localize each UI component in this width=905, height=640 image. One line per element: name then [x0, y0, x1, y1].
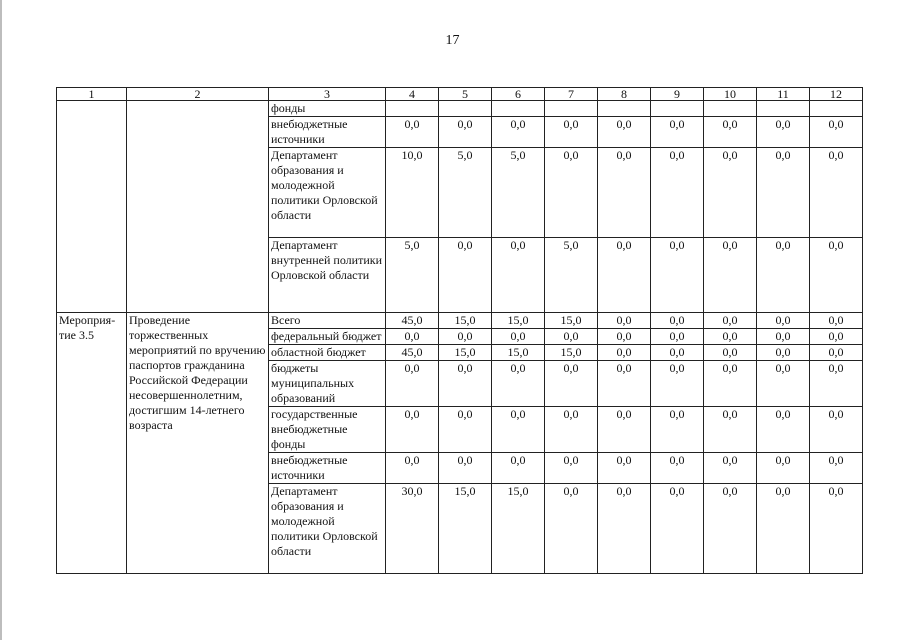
value-cell: 15,0: [492, 484, 545, 574]
value-cell: 0,0: [757, 453, 810, 484]
funding-source-cell: бюджеты муниципальных образований: [269, 361, 386, 407]
header-cell: 11: [757, 88, 810, 101]
header-cell: 2: [127, 88, 269, 101]
value-cell: 0,0: [810, 117, 863, 148]
value-cell: 0,0: [386, 117, 439, 148]
value-cell: 0,0: [651, 313, 704, 329]
value-cell: 0,0: [598, 361, 651, 407]
value-cell: 0,0: [704, 148, 757, 238]
value-cell: 0,0: [810, 238, 863, 313]
value-cell: 0,0: [810, 329, 863, 345]
measure-row: [57, 313, 863, 329]
funding-source-cell: Департамент образования и молодежной политики Орловской области: [269, 148, 386, 238]
value-cell: 0,0: [810, 453, 863, 484]
value-cell: [810, 101, 863, 117]
value-cell: [492, 101, 545, 117]
value-cell: 0,0: [386, 407, 439, 453]
header-cell: 5: [439, 88, 492, 101]
value-cell: 0,0: [651, 361, 704, 407]
header-cell: 9: [651, 88, 704, 101]
value-cell: 0,0: [651, 484, 704, 574]
header-row: [57, 88, 863, 101]
value-cell: 0,0: [545, 361, 598, 407]
value-cell: 0,0: [545, 484, 598, 574]
value-cell: 0,0: [386, 453, 439, 484]
value-cell: 0,0: [704, 117, 757, 148]
value-cell: [386, 101, 439, 117]
value-cell: 5,0: [386, 238, 439, 313]
value-cell: 0,0: [492, 329, 545, 345]
value-cell: 0,0: [651, 117, 704, 148]
value-cell: 15,0: [439, 345, 492, 361]
value-cell: 0,0: [757, 484, 810, 574]
value-cell: [439, 101, 492, 117]
value-cell: 0,0: [492, 361, 545, 407]
value-cell: 0,0: [598, 329, 651, 345]
value-cell: 0,0: [598, 484, 651, 574]
value-cell: 0,0: [492, 453, 545, 484]
value-cell: 0,0: [598, 345, 651, 361]
value-cell: 0,0: [439, 453, 492, 484]
value-cell: 5,0: [439, 148, 492, 238]
measure-title-cell: [127, 101, 269, 313]
value-cell: 0,0: [704, 329, 757, 345]
value-cell: 5,0: [492, 148, 545, 238]
value-cell: 0,0: [810, 484, 863, 574]
funding-source-cell: фонды: [269, 101, 386, 117]
value-cell: 0,0: [386, 361, 439, 407]
value-cell: 0,0: [651, 345, 704, 361]
value-cell: 5,0: [545, 238, 598, 313]
page-number: 17: [445, 33, 460, 48]
value-cell: 0,0: [598, 313, 651, 329]
value-cell: 0,0: [439, 329, 492, 345]
value-cell: 0,0: [757, 313, 810, 329]
value-cell: 0,0: [810, 313, 863, 329]
value-cell: 0,0: [439, 361, 492, 407]
value-cell: 0,0: [757, 329, 810, 345]
value-cell: 0,0: [598, 453, 651, 484]
value-cell: 0,0: [651, 148, 704, 238]
value-cell: 0,0: [598, 238, 651, 313]
value-cell: 0,0: [439, 407, 492, 453]
value-cell: 0,0: [492, 407, 545, 453]
value-cell: 0,0: [651, 329, 704, 345]
value-cell: 0,0: [598, 148, 651, 238]
value-cell: 0,0: [704, 484, 757, 574]
funding-source-cell: внебюджетные источники: [269, 117, 386, 148]
value-cell: 0,0: [545, 453, 598, 484]
value-cell: 0,0: [810, 148, 863, 238]
value-cell: 10,0: [386, 148, 439, 238]
value-cell: [704, 101, 757, 117]
value-cell: [757, 101, 810, 117]
value-cell: 0,0: [545, 148, 598, 238]
value-cell: [598, 101, 651, 117]
carryover-row: [57, 101, 863, 117]
value-cell: 0,0: [704, 453, 757, 484]
value-cell: 0,0: [757, 361, 810, 407]
budget-table: [56, 87, 863, 574]
value-cell: 0,0: [386, 329, 439, 345]
value-cell: 0,0: [651, 238, 704, 313]
value-cell: 0,0: [598, 407, 651, 453]
header-cell: 8: [598, 88, 651, 101]
value-cell: 15,0: [545, 313, 598, 329]
value-cell: 0,0: [439, 238, 492, 313]
value-cell: 15,0: [492, 313, 545, 329]
value-cell: [545, 101, 598, 117]
value-cell: 0,0: [810, 407, 863, 453]
value-cell: 0,0: [492, 117, 545, 148]
value-cell: 0,0: [651, 407, 704, 453]
value-cell: 15,0: [439, 313, 492, 329]
value-cell: 0,0: [757, 117, 810, 148]
value-cell: 0,0: [439, 117, 492, 148]
table-body: [57, 88, 863, 574]
funding-source-cell: государственные внебюджетные фонды: [269, 407, 386, 453]
value-cell: 45,0: [386, 313, 439, 329]
value-cell: 0,0: [598, 117, 651, 148]
header-cell: 12: [810, 88, 863, 101]
funding-source-cell: Всего: [269, 313, 386, 329]
value-cell: 0,0: [651, 453, 704, 484]
value-cell: 0,0: [757, 345, 810, 361]
value-cell: 0,0: [757, 238, 810, 313]
value-cell: 0,0: [810, 361, 863, 407]
value-cell: 30,0: [386, 484, 439, 574]
page-edge: [0, 0, 2, 640]
value-cell: 0,0: [704, 345, 757, 361]
header-cell: 7: [545, 88, 598, 101]
funding-source-cell: областной бюджет: [269, 345, 386, 361]
header-cell: 1: [57, 88, 127, 101]
value-cell: 15,0: [492, 345, 545, 361]
funding-source-cell: Департамент образования и молодежной политики Орловской области: [269, 484, 386, 574]
value-cell: 0,0: [757, 148, 810, 238]
value-cell: 0,0: [704, 407, 757, 453]
funding-source-cell: федеральный бюджет: [269, 329, 386, 345]
value-cell: 0,0: [704, 238, 757, 313]
value-cell: 0,0: [810, 345, 863, 361]
funding-source-cell: Департамент внутренней политики Орловской области: [269, 238, 386, 313]
value-cell: 0,0: [757, 407, 810, 453]
value-cell: 0,0: [704, 313, 757, 329]
funding-source-cell: внебюджетные источники: [269, 453, 386, 484]
header-cell: 3: [269, 88, 386, 101]
value-cell: 0,0: [545, 407, 598, 453]
value-cell: 0,0: [545, 329, 598, 345]
measure-code-cell: Мероприя-тие 3.5: [57, 313, 127, 574]
measure-title-cell: Проведение торжественных мероприятий по вручению паспортов гражданина Российской Федерации несовершеннолетним, достигшим 14-летнего возраста: [127, 313, 269, 574]
value-cell: 45,0: [386, 345, 439, 361]
value-cell: 15,0: [545, 345, 598, 361]
header-cell: 4: [386, 88, 439, 101]
value-cell: 0,0: [545, 117, 598, 148]
value-cell: 15,0: [439, 484, 492, 574]
header-cell: 10: [704, 88, 757, 101]
value-cell: 0,0: [492, 238, 545, 313]
value-cell: 0,0: [704, 361, 757, 407]
value-cell: [651, 101, 704, 117]
header-cell: 6: [492, 88, 545, 101]
measure-code-cell: [57, 101, 127, 313]
